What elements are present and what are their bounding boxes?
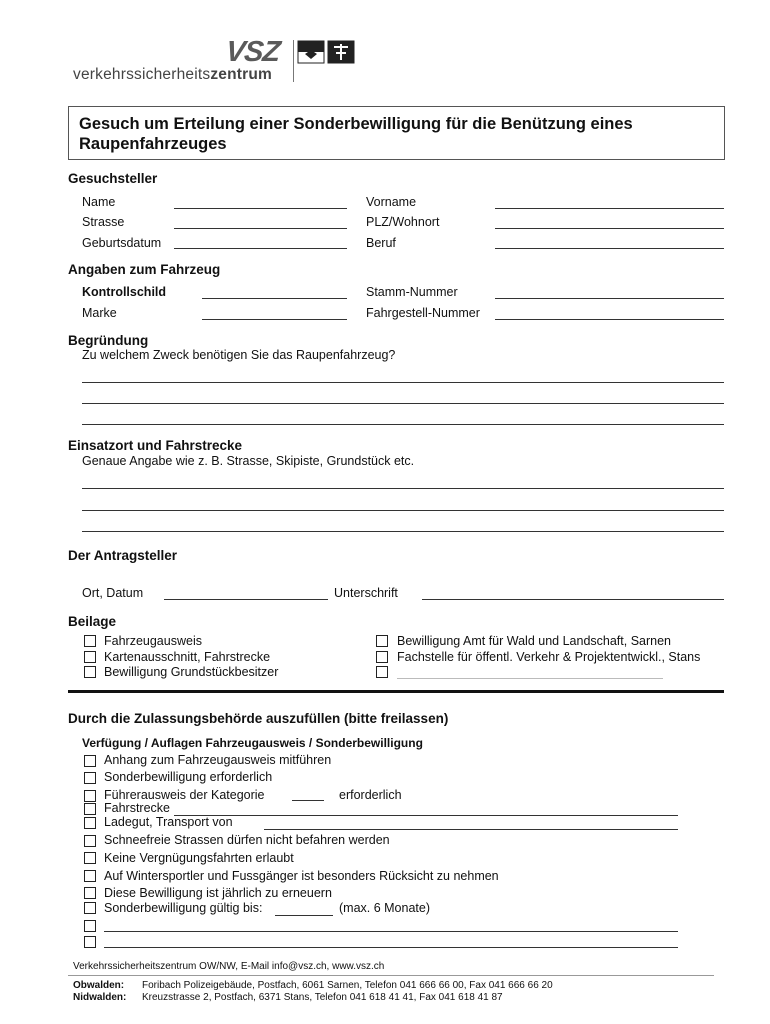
auflage-checkbox-1[interactable]: [84, 755, 96, 767]
unterschrift-field[interactable]: [422, 599, 724, 600]
strasse-field[interactable]: [174, 228, 347, 229]
auflage-checkbox-10[interactable]: [84, 902, 96, 914]
plz-label: PLZ/Wohnort: [366, 215, 440, 229]
gueltig-bis-field[interactable]: [275, 915, 333, 916]
fahrgestell-label: Fahrgestell-Nummer: [366, 306, 480, 320]
footer-nw-address: Kreuzstrasse 2, Postfach, 6371 Stans, Telefon 041 618 41 41, Fax 041 618 41 87: [142, 992, 503, 1003]
begruendung-line-1[interactable]: [82, 382, 724, 383]
beilage-checkbox-1[interactable]: [84, 635, 96, 647]
section-behoerde: Durch die Zulassungsbehörde auszufüllen (bitte freilassen): [68, 711, 449, 726]
auflage-checkbox-12[interactable]: [84, 936, 96, 948]
footer-contact: Verkehrssicherheitszentrum OW/NW, E-Mail info@vsz.ch, www.vsz.ch: [73, 961, 385, 972]
beilage-item-3: Bewilligung Grundstückbesitzer: [104, 665, 279, 679]
section-begruendung: Begründung: [68, 333, 149, 348]
title-box: [68, 106, 725, 160]
logo-brand: VSZ: [224, 36, 282, 68]
stamm-field[interactable]: [495, 298, 724, 299]
beilage-checkbox-6[interactable]: [376, 666, 388, 678]
beilage-checkbox-5[interactable]: [376, 651, 388, 663]
beilage-checkbox-3[interactable]: [84, 666, 96, 678]
beilage-item-5: Fachstelle für öffentl. Verkehr & Projektentwickl., Stans: [397, 650, 701, 664]
auflage-checkbox-3[interactable]: [84, 790, 96, 802]
vorname-label: Vorname: [366, 195, 417, 209]
name-field[interactable]: [174, 208, 347, 209]
kategorie-field[interactable]: [292, 800, 324, 801]
plz-field[interactable]: [495, 228, 724, 229]
section-antragsteller: Der Antragsteller: [68, 548, 178, 563]
ladegut-field[interactable]: [264, 829, 678, 830]
marke-label: Marke: [82, 306, 117, 320]
auflage-item-9: Diese Bewilligung ist jährlich zu erneuern: [104, 886, 332, 900]
beilage-other-field[interactable]: [397, 678, 663, 679]
ort-datum-field[interactable]: [164, 599, 328, 600]
auflage-item-2: Sonderbewilligung erforderlich: [104, 770, 273, 784]
begruendung-question: Zu welchem Zweck benötigen Sie das Raupenfahrzeug?: [82, 348, 396, 362]
stamm-label: Stamm-Nummer: [366, 285, 458, 299]
einsatzort-line-3[interactable]: [82, 531, 724, 532]
einsatzort-line-2[interactable]: [82, 510, 724, 511]
behoerde-subheading: Verfügung / Auflagen Fahrzeugausweis / Sonderbewilligung: [82, 736, 423, 750]
logo-divider: [293, 40, 294, 82]
auflage-checkbox-5[interactable]: [84, 817, 96, 829]
max-monate-label: (max. 6 Monate): [339, 901, 431, 915]
auflage-checkbox-2[interactable]: [84, 772, 96, 784]
fahrstrecke-field[interactable]: [174, 815, 678, 816]
unterschrift-label: Unterschrift: [334, 586, 398, 600]
auflage-item-10: Sonderbewilligung gültig bis:: [104, 901, 263, 915]
auflage-checkbox-11[interactable]: [84, 920, 96, 932]
marke-field[interactable]: [202, 319, 347, 320]
einsatzort-line-1[interactable]: [82, 488, 724, 489]
erforderlich-label: erforderlich: [339, 788, 402, 802]
auflage-extra-field-2[interactable]: [104, 947, 678, 948]
beilage-checkbox-4[interactable]: [376, 635, 388, 647]
section-beilage: Beilage: [68, 614, 117, 629]
auflage-checkbox-9[interactable]: [84, 887, 96, 899]
name-label: Name: [82, 195, 116, 209]
auflage-item-6: Schneefreie Strassen dürfen nicht befahren werden: [104, 833, 390, 847]
ort-datum-label: Ort, Datum: [82, 586, 144, 600]
kontrollschild-label: Kontrollschild: [82, 285, 167, 299]
auflage-checkbox-7[interactable]: [84, 852, 96, 864]
begruendung-line-3[interactable]: [82, 424, 724, 425]
beilage-item-1: Fahrzeugausweis: [104, 634, 202, 648]
geburtsdatum-label: Geburtsdatum: [82, 236, 162, 250]
section-fahrzeug: Angaben zum Fahrzeug: [68, 262, 221, 277]
auflage-item-3: Führerausweis der Kategorie: [104, 788, 265, 802]
einsatzort-hint: Genaue Angabe wie z. B. Strasse, Skipiste, Grundstück etc.: [82, 454, 415, 468]
section-einsatzort: Einsatzort und Fahrstrecke: [68, 438, 243, 453]
begruendung-line-2[interactable]: [82, 403, 724, 404]
beilage-item-2: Kartenausschnitt, Fahrstrecke: [104, 650, 271, 664]
section-divider: [68, 690, 724, 693]
footer-nw-label: Nidwalden:: [73, 992, 127, 1003]
footer-divider: [68, 975, 714, 976]
logo-subtitle: verkehrssicherheitszentrum: [73, 66, 273, 83]
auflage-item-1: Anhang zum Fahrzeugausweis mitführen: [104, 753, 332, 767]
footer-ow-address: Foribach Polizeigebäude, Postfach, 6061 Sarnen, Telefon 041 666 66 00, Fax 041 666 66 20: [142, 980, 553, 991]
footer-ow-label: Obwalden:: [73, 980, 125, 991]
strasse-label: Strasse: [82, 215, 125, 229]
beilage-checkbox-2[interactable]: [84, 651, 96, 663]
vorname-field[interactable]: [495, 208, 724, 209]
canton-crests-icon: [297, 40, 357, 64]
auflage-checkbox-4[interactable]: [84, 803, 96, 815]
auflage-item-4: Fahrstrecke: [104, 801, 170, 815]
auflage-extra-field-1[interactable]: [104, 931, 678, 932]
kontrollschild-field[interactable]: [202, 298, 347, 299]
fahrgestell-field[interactable]: [495, 319, 724, 320]
geburtsdatum-field[interactable]: [174, 248, 347, 249]
auflage-item-7: Keine Vergnügungsfahrten erlaubt: [104, 851, 294, 865]
auflage-checkbox-8[interactable]: [84, 870, 96, 882]
beruf-field[interactable]: [495, 248, 724, 249]
auflage-item-5: Ladegut, Transport von: [104, 815, 233, 829]
auflage-item-8: Auf Wintersportler und Fussgänger ist besonders Rücksicht zu nehmen: [104, 869, 499, 883]
beruf-label: Beruf: [366, 236, 396, 250]
auflage-checkbox-6[interactable]: [84, 835, 96, 847]
beilage-item-4: Bewilligung Amt für Wald und Landschaft, Sarnen: [397, 634, 671, 648]
form-title: Gesuch um Erteilung einer Sonderbewilligung für die Benützung eines Raupenfahrzeuges: [79, 115, 633, 153]
section-gesuchsteller: Gesuchsteller: [68, 171, 158, 186]
